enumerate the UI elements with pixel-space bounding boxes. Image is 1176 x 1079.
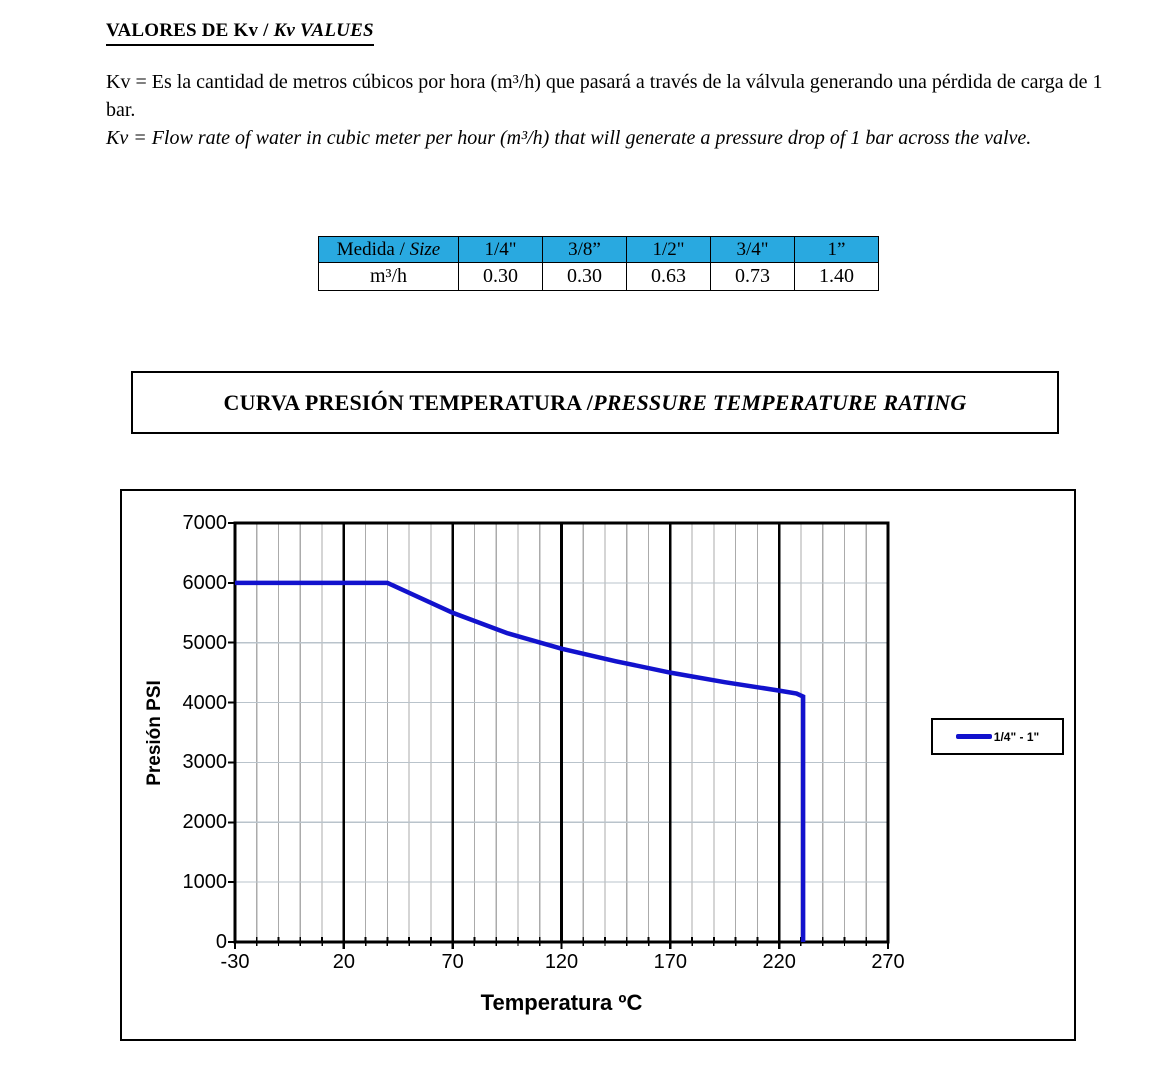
x-tick-label: -30	[220, 951, 250, 973]
table-header-row	[319, 237, 879, 263]
y-axis-title: Presión PSI	[144, 679, 166, 786]
value-cell: 0.73	[711, 263, 795, 291]
pressure-temperature-chart	[120, 489, 1076, 1041]
page-title-es: VALORES DE Kv /	[106, 20, 274, 41]
header-cell: 3/8”	[543, 237, 627, 263]
page-title-en: Kv VALUES	[273, 20, 374, 41]
section-title-box	[131, 371, 1059, 434]
header-cell: 1/4"	[459, 237, 543, 263]
intro-text	[106, 68, 1106, 152]
chart-legend	[931, 718, 1064, 755]
header-cell: 3/4"	[711, 237, 795, 263]
y-tick-label: 0	[215, 931, 227, 953]
header-cell: 1/2"	[627, 237, 711, 263]
x-axis-title: Temperatura ºC	[480, 990, 643, 1015]
header-cell: 1”	[795, 237, 879, 263]
y-tick-label: 7000	[182, 512, 227, 534]
y-tick-label: 6000	[182, 571, 227, 594]
section-title-en: PRESSURE TEMPERATURE RATING	[593, 389, 967, 415]
y-tick-label: 1000	[182, 871, 227, 894]
header-cell-size: Medida / Size	[319, 237, 459, 263]
table-value-row	[319, 263, 879, 291]
y-tick-label: 5000	[182, 631, 227, 654]
value-cell: 0.30	[543, 263, 627, 291]
legend-line-swatch	[956, 734, 992, 739]
y-tick-label: 2000	[182, 811, 227, 834]
unit-cell: m³/h	[319, 263, 459, 291]
value-cell: 0.63	[627, 263, 711, 291]
x-tick-label: 70	[441, 951, 464, 973]
y-tick-label: 4000	[182, 691, 227, 714]
x-tick-label: 170	[653, 951, 688, 973]
x-tick-label: 270	[871, 951, 905, 973]
legend-label: 1/4" - 1"	[993, 729, 1040, 744]
section-title-es: CURVA PRESIÓN TEMPERATURA /	[223, 389, 594, 415]
x-tick-label: 220	[762, 951, 796, 973]
intro-paragraph-en: Kv = Flow rate of water in cubic meter per hour (m³/h) that will generate a pressure drop of 1 bar across the valve.	[106, 127, 1032, 149]
page-title	[106, 20, 374, 46]
x-tick-label: 120	[544, 951, 579, 973]
y-tick-label: 3000	[182, 751, 227, 774]
x-tick-label: 20	[332, 951, 355, 973]
intro-paragraph-es: Kv = Es la cantidad de metros cúbicos por hora (m³/h) que pasará a través de la válvula generando una pérdida de carga de 1 bar.	[106, 71, 1103, 121]
value-cell: 0.30	[459, 263, 543, 291]
value-cell: 1.40	[795, 263, 879, 291]
kv-values-table	[318, 236, 879, 291]
